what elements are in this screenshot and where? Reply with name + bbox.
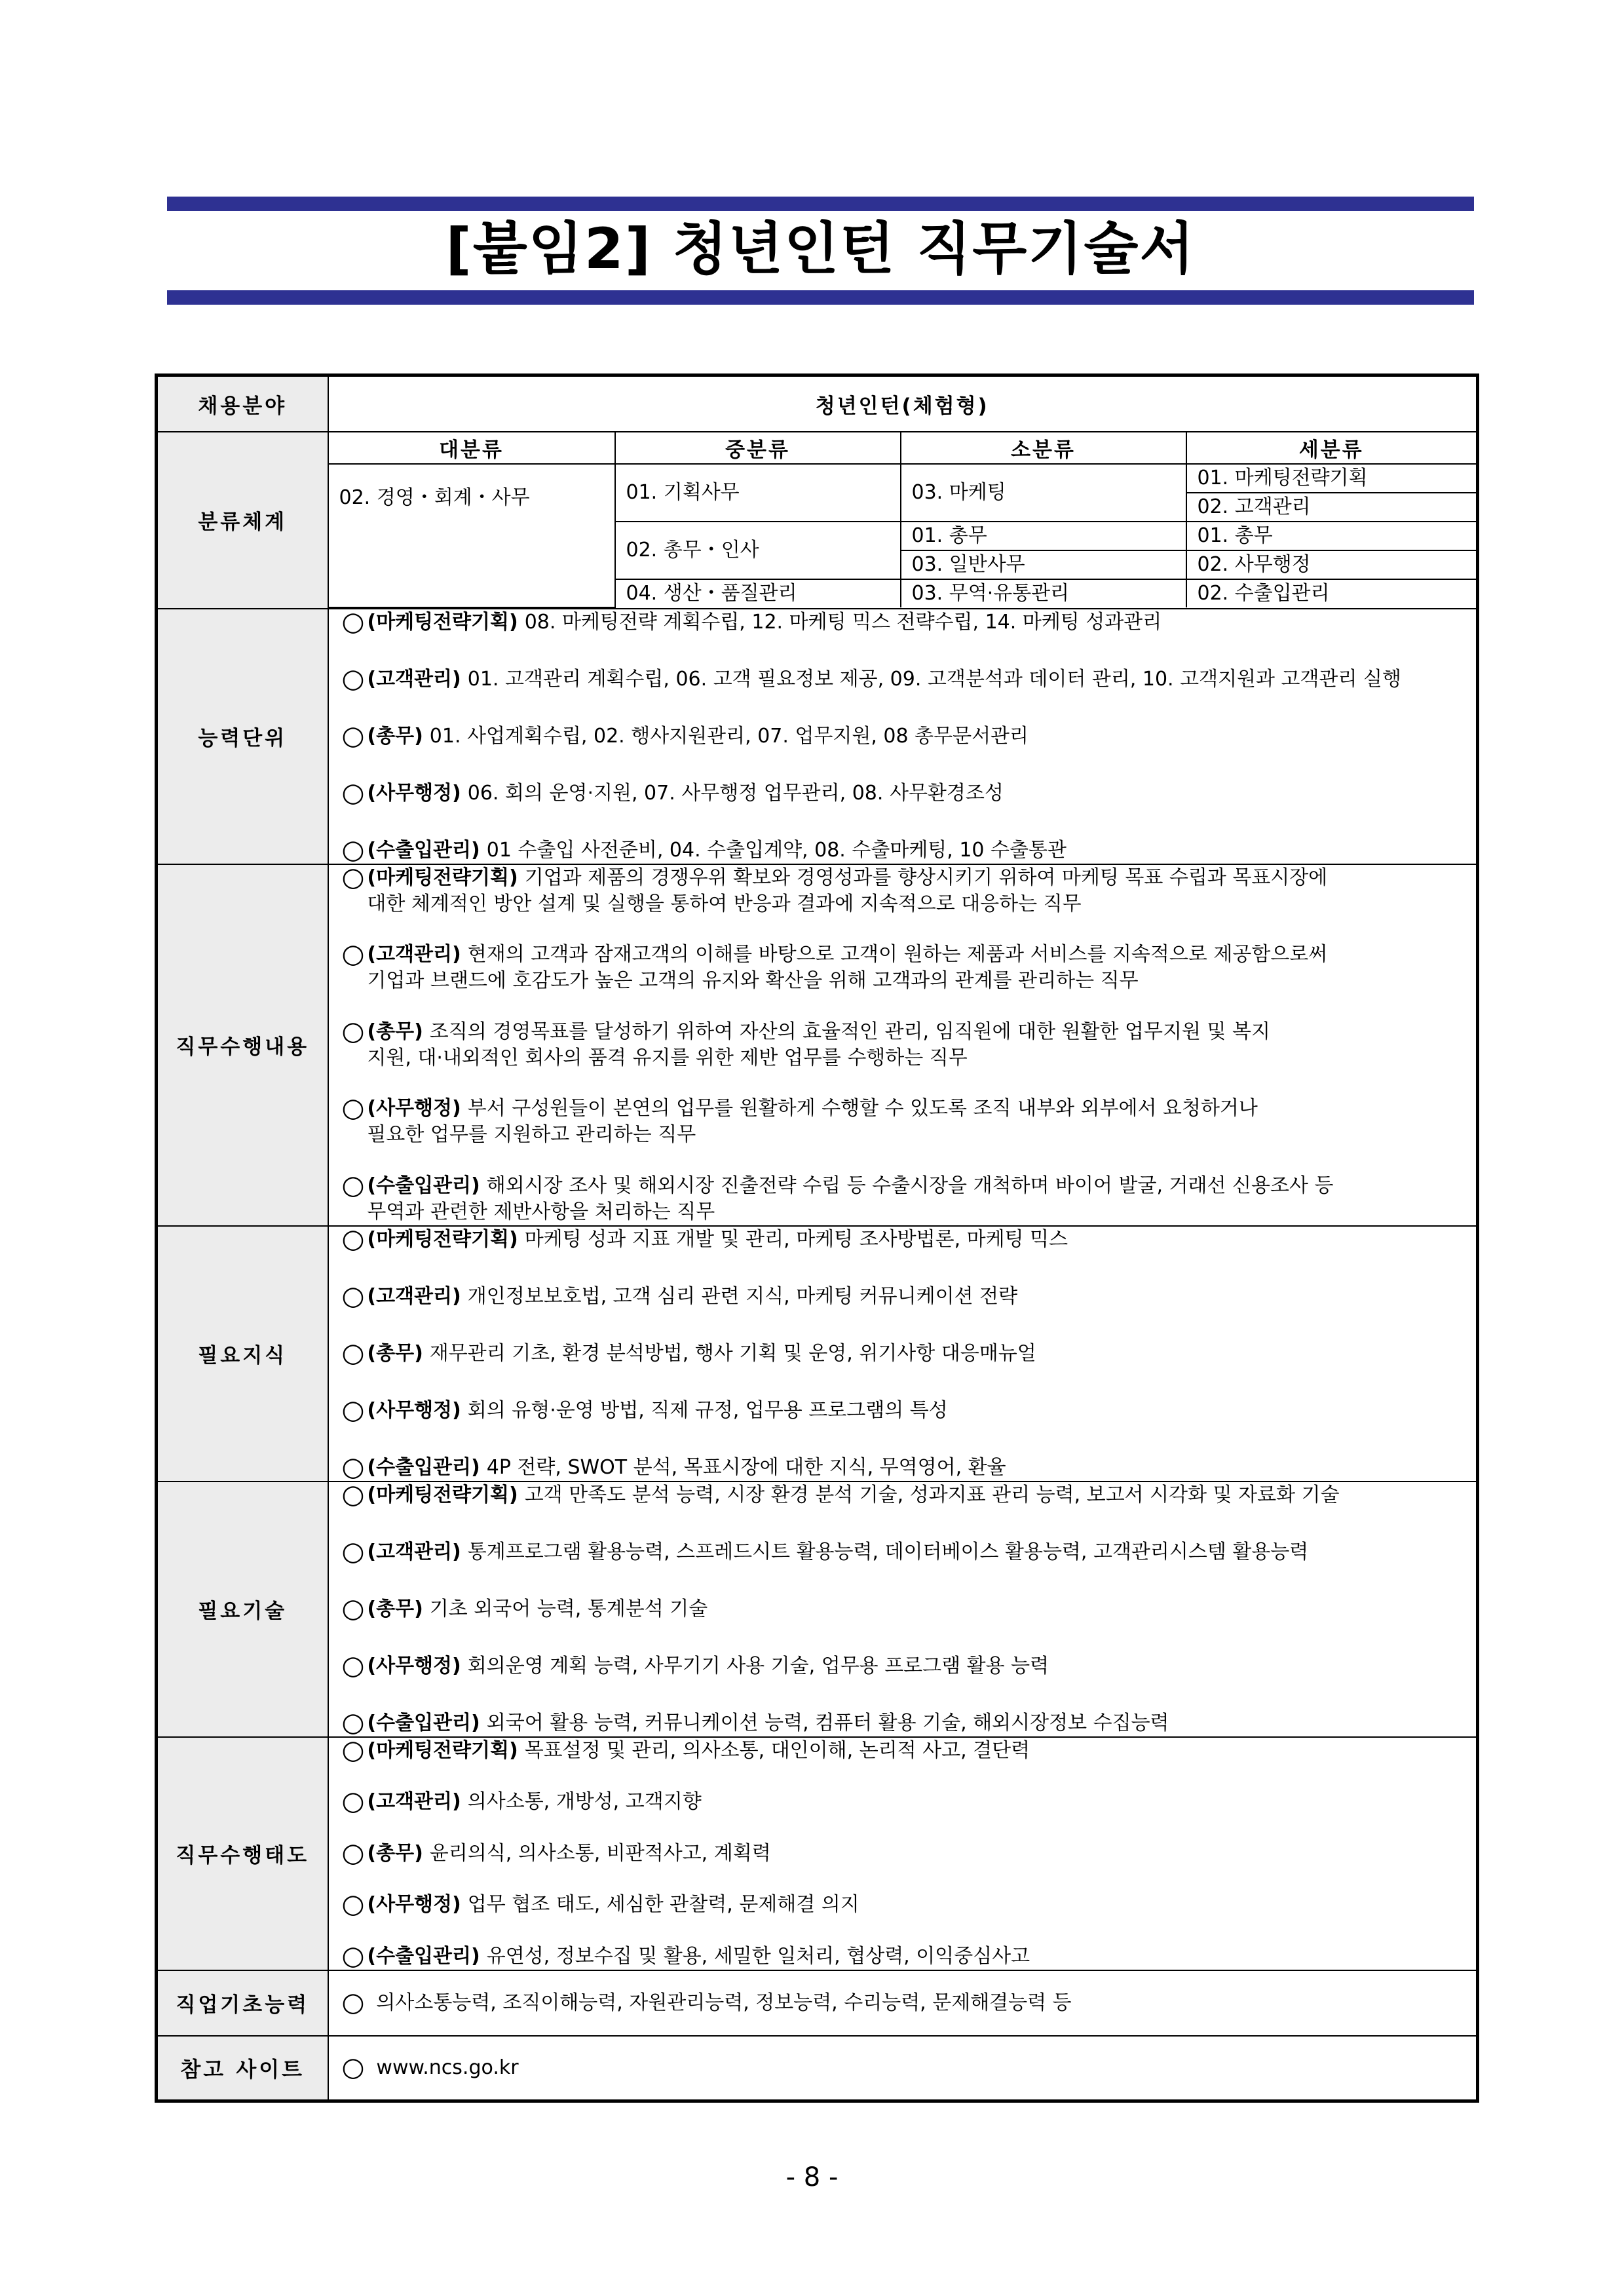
skills-label: 필요기술 bbox=[157, 1482, 328, 1737]
reference-site-label: 참고 사이트 bbox=[157, 2036, 328, 2101]
middle-category: 02. 총무・인사 bbox=[615, 522, 901, 579]
major-category: 02. 경영・회계・사무 bbox=[329, 464, 615, 607]
list-item: ○ (총무) 기초 외국어 능력, 통계분석 기술 bbox=[341, 1593, 708, 1624]
circle-bullet-icon: ○ bbox=[341, 720, 365, 751]
skills-cell bbox=[328, 1479, 1478, 1738]
recruit-value: 청년인턴(체험형) bbox=[328, 375, 1478, 432]
circle-bullet-icon: ○ bbox=[341, 939, 365, 969]
detail-category: 02. 고객관리 bbox=[1186, 493, 1477, 522]
job-description-table bbox=[155, 373, 1479, 2103]
list-item: ○ (총무) 01. 사업계획수립, 02. 행사지원관리, 07. 업무지원, 08 총무문서관리 bbox=[341, 720, 1029, 751]
duties-cell bbox=[328, 864, 1478, 1226]
list-item: ○ (사무행정) 회의 유형·운영 방법, 직제 규정, 업무용 프로그램의 특성 bbox=[341, 1394, 948, 1425]
classification-cell bbox=[328, 432, 1478, 609]
circle-bullet-icon: ○ bbox=[341, 1889, 365, 1919]
list-item: ○ (수출입관리) 유연성, 정보수집 및 활용, 세밀한 일처리, 협상력, 이익중심사고 bbox=[341, 1940, 1030, 1971]
circle-bullet-icon: ○ bbox=[341, 1707, 365, 1738]
title-bar-bottom bbox=[167, 290, 1474, 305]
circle-bullet-icon: ○ bbox=[341, 1170, 365, 1200]
detail-category: 01. 마케팅전략기획 bbox=[1186, 464, 1477, 493]
list-item: ○ (고객관리) 현재의 고객과 잠재고객의 이해를 바탕으로 고객이 원하는 제품과 서비스를 지속적으로 제공함으로써 기업과 브랜드에 호감도가 높은 고객의 유지와 확산을 위해 고객과의 관계를 관리하는 직무 bbox=[341, 939, 1328, 992]
list-item: ○ (마케팅전략기획) 기업과 제품의 경쟁우위 확보와 경영성과를 향상시키기 위하여 마케팅 목표 수립과 목표시장에 대한 체계적인 방안 설계 및 실행을 통하여 반응과 결과에 지속적으로 대응하는 직무 bbox=[341, 862, 1328, 915]
circle-bullet-icon: ○ bbox=[341, 1734, 365, 1765]
small-category: 03. 일반사무 bbox=[901, 550, 1186, 579]
circle-bullet-icon: ○ bbox=[341, 1223, 365, 1254]
list-item: ○ (사무행정) 06. 회의 운영·지원, 07. 사무행정 업무관리, 08. 사무환경조성 bbox=[341, 777, 1004, 808]
circle-bullet-icon: ○ bbox=[341, 1786, 365, 1816]
list-item: ○ (수출입관리) 해외시장 조사 및 해외시장 진출전략 수립 등 수출시장을 개척하며 바이어 발굴, 거래선 신용조사 등 무역과 관련한 제반사항을 처리하는 직무 bbox=[341, 1170, 1334, 1223]
reference-site-cell bbox=[328, 2036, 1478, 2101]
detail-category: 01. 총무 bbox=[1186, 522, 1477, 550]
basic-competency-cell bbox=[328, 1970, 1478, 2036]
list-item: ○ (사무행정) 부서 구성원들이 본연의 업무를 원활하게 수행할 수 있도록 조직 내부와 외부에서 요청하거나 필요한 업무를 지원하고 관리하는 직무 bbox=[341, 1093, 1258, 1146]
header-major: 대분류 bbox=[329, 432, 615, 464]
competency-units-cell bbox=[328, 606, 1478, 865]
small-category: 01. 총무 bbox=[901, 522, 1186, 550]
list-item: ○ (마케팅전략기획) 마케팅 성과 지표 개발 및 관리, 마케팅 조사방법론, 마케팅 믹스 bbox=[341, 1223, 1068, 1254]
list-item: ○ (고객관리) 01. 고객관리 계획수립, 06. 고객 필요정보 제공, 09. 고객분석과 데이터 관리, 10. 고객지원과 고객관리 실행 bbox=[341, 663, 1401, 694]
list-item: ○ (고객관리) 의사소통, 개방성, 고객지향 bbox=[341, 1786, 702, 1816]
circle-bullet-icon: ○ bbox=[341, 777, 365, 808]
circle-bullet-icon: ○ bbox=[341, 1536, 365, 1567]
circle-bullet-icon: ○ bbox=[341, 1479, 365, 1510]
circle-bullet-icon: ○ bbox=[341, 1593, 365, 1624]
list-item: ○ (고객관리) 통계프로그램 활용능력, 스프레드시트 활용능력, 데이터베이스 활용능력, 고객관리시스템 활용능력 bbox=[341, 1536, 1309, 1567]
circle-bullet-icon: ○ bbox=[341, 1394, 365, 1425]
circle-bullet-icon: ○ bbox=[341, 1280, 365, 1311]
list-item: ○ 의사소통능력, 조직이해능력, 자원관리능력, 정보능력, 수리능력, 문제해결능력 등 bbox=[341, 1987, 1072, 2018]
list-item: ○ (고객관리) 개인정보보호법, 고객 심리 관련 지식, 마케팅 커뮤니케이션 전략 bbox=[341, 1280, 1018, 1311]
list-item: ○ (총무) 윤리의식, 의사소통, 비판적사고, 계획력 bbox=[341, 1837, 771, 1868]
list-item: ○ (수출입관리) 외국어 활용 능력, 커뮤니케이션 능력, 컴퓨터 활용 기술, 해외시장정보 수집능력 bbox=[341, 1707, 1169, 1738]
circle-bullet-icon: ○ bbox=[341, 1451, 365, 1482]
circle-bullet-icon: ○ bbox=[341, 1987, 365, 2018]
attitude-cell bbox=[328, 1734, 1478, 1971]
page-number: - 8 - bbox=[785, 2162, 839, 2192]
classification-label: 분류체계 bbox=[157, 432, 328, 609]
middle-category: 01. 기획사무 bbox=[615, 464, 901, 522]
circle-bullet-icon: ○ bbox=[341, 1016, 365, 1046]
classification-table bbox=[329, 432, 1477, 608]
list-item: ○ (총무) 재무관리 기초, 환경 분석방법, 행사 기획 및 운영, 위기사항 대응매뉴얼 bbox=[341, 1337, 1036, 1368]
list-item: ○ (사무행정) 업무 협조 태도, 세심한 관찰력, 문제해결 의지 bbox=[341, 1889, 859, 1919]
knowledge-cell bbox=[328, 1223, 1478, 1482]
list-item: ○ (사무행정) 회의운영 계획 능력, 사무기기 사용 기술, 업무용 프로그램 활용 능력 bbox=[341, 1650, 1049, 1681]
basic-competency-label: 직업기초능력 bbox=[157, 1970, 328, 2036]
list-item: ○ (수출입관리) 4P 전략, SWOT 분석, 목표시장에 대한 지식, 무역영어, 환율 bbox=[341, 1451, 1006, 1482]
list-item: ○ (수출입관리) 01 수출입 사전준비, 04. 수출입계약, 08. 수출마케팅, 10 수출통관 bbox=[341, 834, 1067, 865]
circle-bullet-icon: ○ bbox=[341, 1650, 365, 1681]
circle-bullet-icon: ○ bbox=[341, 663, 365, 694]
attitude-label: 직무수행태도 bbox=[157, 1737, 328, 1970]
knowledge-label: 필요지식 bbox=[157, 1226, 328, 1482]
header-middle: 중분류 bbox=[615, 432, 901, 464]
circle-bullet-icon: ○ bbox=[341, 1837, 365, 1868]
circle-bullet-icon: ○ bbox=[341, 606, 365, 637]
list-item: ○ (마케팅전략기획) 고객 만족도 분석 능력, 시장 환경 분석 기술, 성과지표 관리 능력, 보고서 시각화 및 자료화 기술 bbox=[341, 1479, 1340, 1510]
reference-site-link[interactable]: www.ncs.go.kr bbox=[376, 2056, 519, 2079]
circle-bullet-icon: ○ bbox=[341, 862, 365, 892]
competency-units-label: 능력단위 bbox=[157, 609, 328, 864]
list-item: ○ (마케팅전략기획) 08. 마케팅전략 계획수립, 12. 마케팅 믹스 전략수립, 14. 마케팅 성과관리 bbox=[341, 606, 1162, 637]
circle-bullet-icon: ○ bbox=[341, 1337, 365, 1368]
list-item bbox=[329, 2052, 1477, 2082]
list-item: ○ (마케팅전략기획) 목표설정 및 관리, 의사소통, 대인이해, 논리적 사고, 결단력 bbox=[341, 1734, 1030, 1765]
duties-label: 직무수행내용 bbox=[157, 864, 328, 1226]
detail-category: 02. 수출입관리 bbox=[1186, 579, 1477, 607]
list-item: ○ (총무) 조직의 경영목표를 달성하기 위하여 자산의 효율적인 관리, 임직원에 대한 원활한 업무지원 및 복지 지원, 대·내외적인 회사의 품격 유지를 위한 제반 업무를 수행하는 직무 bbox=[341, 1016, 1270, 1069]
title-bar-top bbox=[167, 197, 1474, 211]
header-detail: 세분류 bbox=[1186, 432, 1477, 464]
small-category: 03. 마케팅 bbox=[901, 464, 1186, 522]
page-title: [붙임2] 청년인턴 직무기술서 bbox=[445, 216, 1196, 282]
middle-category: 04. 생산・품질관리 bbox=[615, 579, 901, 607]
circle-bullet-icon: ○ bbox=[341, 1093, 365, 1123]
circle-bullet-icon: ○ bbox=[341, 1940, 365, 1971]
circle-bullet-icon: ○ bbox=[341, 2052, 365, 2082]
header-small: 소분류 bbox=[901, 432, 1186, 464]
small-category: 03. 무역·유통관리 bbox=[901, 579, 1186, 607]
circle-bullet-icon: ○ bbox=[341, 834, 365, 865]
recruit-label: 채용분야 bbox=[157, 375, 328, 432]
detail-category: 02. 사무행정 bbox=[1186, 550, 1477, 579]
